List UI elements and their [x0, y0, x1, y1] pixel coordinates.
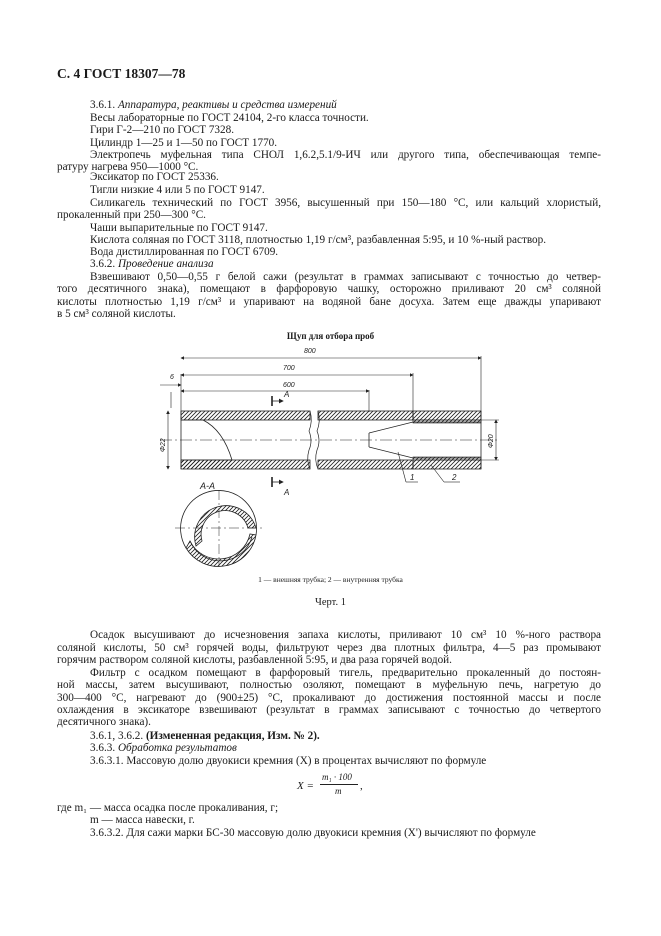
figure-title: Щуп для отбора проб [286, 331, 375, 341]
paragraph-line: прокаленный при 250—300 °С. [57, 209, 206, 221]
section-title: Аппаратура, реактивы и средства измерений [117, 99, 337, 111]
paragraph-line: в 5 см³ соляной кислоты. [57, 308, 176, 320]
section-mark-top: А [284, 390, 290, 399]
paragraph-line: того десятичного знака), помещают в фарфоровую чашку, осторожно приливают 20 см³ соляной [57, 283, 601, 295]
formula-comma: , [360, 780, 363, 792]
definition-line: m — масса навески, г. [90, 814, 195, 826]
list-item: Кислота соляная по ГОСТ 3118, плотностью 1,19 г/см³, разбавленная 5:95, и 10 %-ный раствор. [90, 234, 547, 246]
paragraph-line: ратуру нагрева 950—1000 °С. [57, 161, 199, 173]
paragraph-line: ной массы, затем высушивают, полностью озоляют, помещают в муфельную печь, нагретую до [57, 679, 601, 691]
list-item: Весы лабораторные по ГОСТ 24104, 2-го класса точности. [90, 112, 369, 124]
paragraph-line: Силикагель технический по ГОСТ 3956, высушенный при 150—180 °С, или кальций хлористый, [90, 197, 601, 209]
paragraph-line: 3.6.3.1. Массовую долю двуокиси кремния (X) в процентах вычисляют по формуле [90, 755, 487, 767]
paragraph-line: горячим раствором соляной кислоты, разбавленной 5:95, и два раза горячей водой. [57, 654, 452, 666]
diameter-22-label: Φ22 [160, 438, 167, 452]
callout-1: 1 [410, 473, 415, 482]
dimension-700-label: 700 [283, 365, 295, 372]
section-363-heading [90, 742, 237, 755]
section-view-label: А-А [200, 481, 216, 491]
amendment-text: (Измененная редакция, Изм. № 2). [145, 730, 320, 742]
diameter-20-label: Φ20 [488, 434, 495, 448]
section-number: 3.6.3. [90, 742, 116, 754]
page-title: С. 4 ГОСТ 18307—78 [57, 66, 186, 81]
section-mark-bottom: А [284, 488, 290, 497]
dimension-800-label: 800 [304, 348, 316, 355]
paragraph-line: кислоты плотностью 1,19 г/см³ и упаривают на водяной бане досуха. Затем еще дважды упаривают [57, 296, 601, 308]
section-number: 3.6.1. [90, 99, 116, 111]
paragraph-line: охлаждения в эксикаторе взвешивают (результат в граммах записывают с точностью до четвертого [57, 704, 601, 716]
figure-caption: 1 — внешняя трубка; 2 — внутренняя трубка [258, 575, 403, 584]
formula-lhs: X = [297, 780, 314, 792]
section-title: Обработка результатов [117, 742, 237, 754]
definition-line: где m₁ — масса осадка после прокаливания, г; [57, 802, 279, 814]
list-item: Чаши выпарительные по ГОСТ 9147. [90, 222, 268, 234]
section-number: 3.6.2. [90, 258, 116, 270]
paragraph-line: Электропечь муфельная типа СНОЛ 1,6.2,5.1/9-ИЧ или другого типа, обеспечивающая темпе- [90, 149, 601, 161]
section-view [175, 490, 262, 566]
paragraph-line: соляной кислоты, 50 см³ горячей воды, фильтруют через два плотных фильтра, 4—5 раз промывают [57, 642, 601, 654]
paragraph-line: Взвешивают 0,50—0,55 г белой сажи (результат в граммах записывают с точностью до четвер- [90, 271, 601, 283]
fraction-bar [320, 784, 358, 785]
figure-label: Черт. 1 [315, 597, 346, 608]
section-cut-marker-top [272, 396, 283, 406]
amendment-ref: 3.6.1, 3.6.2. [90, 730, 144, 742]
paragraph-line: 300—400 °С, нагревают до (900±25) °С, прокаливают до достижения постоянной массы и после [57, 692, 601, 704]
section-cut-marker-bottom [272, 477, 283, 487]
dimension-6-label: 6 [170, 374, 174, 381]
extension-lines [171, 356, 481, 412]
list-item: Вода дистиллированная по ГОСТ 6709. [90, 246, 279, 258]
formula-numerator: m₁ · 100 [322, 772, 352, 782]
callout-2: 2 [452, 473, 457, 482]
list-item: Гири Г-2—210 по ГОСТ 7328. [90, 124, 235, 136]
paragraph-line: Фильтр с осадком помещают в фарфоровый тигель, предварительно прокаленный до постоян- [90, 667, 601, 679]
formula-denominator: m [335, 786, 342, 796]
dimension-600-label: 600 [283, 382, 295, 389]
paragraph-line: Осадок высушивают до исчезновения запаха кислоты, приливают 10 см³ 10 %-ного раствора [90, 629, 601, 641]
list-item: Цилиндр 1—25 и 1—50 по ГОСТ 1770. [90, 137, 278, 149]
paragraph-line: 3.6.3.2. Для сажи марки БС-30 массовую долю двуокиси кремния (X') вычисляют по формуле [90, 827, 536, 839]
list-item: Эксикатор по ГОСТ 25336. [90, 171, 219, 183]
list-item: Тигли низкие 4 или 5 по ГОСТ 9147. [90, 184, 265, 196]
paragraph-line: десятичного знака). [57, 716, 151, 728]
section-title: Проведение анализа [117, 258, 214, 270]
